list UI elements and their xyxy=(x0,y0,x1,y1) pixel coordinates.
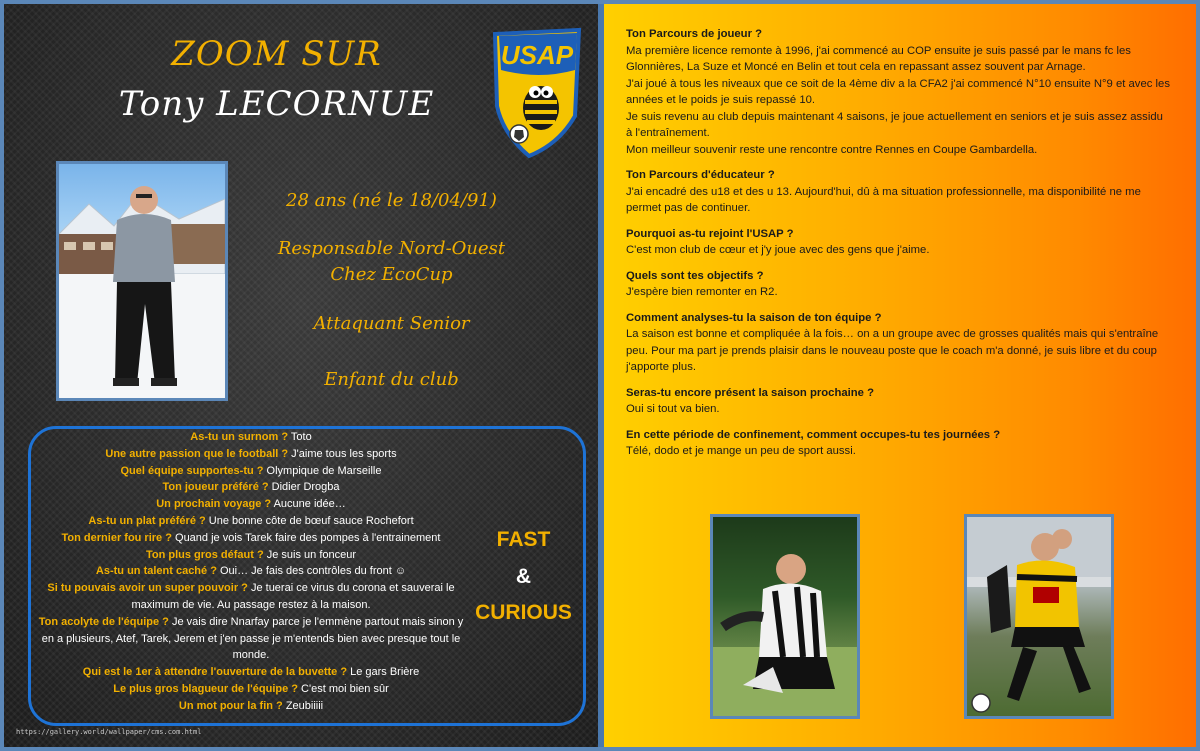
ampersand-label: & xyxy=(515,565,532,588)
fc-item: Si tu pouvais avoir un super pouvoir ? Je tuerai ce virus du corona et sauverai le maximum de vie. Au passage restez à la maison. xyxy=(47,582,455,611)
interview-question: En cette période de confinement, comment occupes-tu tes journées ? xyxy=(626,428,1001,441)
interview-block xyxy=(626,268,1171,301)
interview-section xyxy=(626,26,1171,469)
fc-item: Ton joueur préféré ? Didier Drogba xyxy=(162,481,340,494)
fc-item: Ton plus gros défaut ? Je suis un fonceur xyxy=(145,548,357,561)
interview-answer: J'espère bien remonter en R2. xyxy=(626,286,778,298)
fc-item: Une autre passion que le football ? J'aime tous les sports xyxy=(105,447,397,460)
player-club-status: Enfant du club xyxy=(324,369,459,390)
title-zoom-sur: ZOOM SUR xyxy=(171,34,382,74)
fc-item: Ton dernier fou rire ? Quand je vois Tarek faire des pompes à l'entrainement xyxy=(61,531,441,544)
fc-item: Qui est le 1er à attendre l'ouverture de la buvette ? Le gars Brière xyxy=(82,666,420,679)
interview-answer: Oui si tout va bien. xyxy=(626,403,720,415)
interview-answer: La saison est bonne et compliquée à la fois… on a un groupe avec de grosses qualités mais qui s'entraîne peu. Pour ma part je prends plaisir dans le nouveau poste que le coach m'a donné, je suis libre et du coup j'apporte plus. xyxy=(626,328,1159,373)
logo-text: USAP xyxy=(500,40,574,70)
player-job-line2: Chez EcoCup xyxy=(330,264,453,285)
player-photo-ski xyxy=(56,161,228,401)
interview-block xyxy=(626,167,1171,217)
interview-answer: Ma première licence remonte à 1996, j'ai commencé au COP ensuite je suis passé par le mans fc les Glonnières, La Suze et Moncé en Belin et tout cela en repassant assez souvent par Arnage. xyxy=(626,44,1131,73)
interview-answer: C'est mon club de cœur et j'y joue avec des gens que j'aime. xyxy=(626,244,930,256)
player-age: 28 ans (né le 18/04/91) xyxy=(286,190,497,211)
fc-item: As-tu un plat préféré ? Une bonne côte de bœuf sauce Rochefort xyxy=(88,514,414,527)
interview-question: Pourquoi as-tu rejoint l'USAP ? xyxy=(626,227,794,240)
player-photo-match xyxy=(964,514,1114,719)
player-name: Tony LECORNUE xyxy=(118,84,435,124)
interview-answer: Mon meilleur souvenir reste une rencontre contre Rennes en Coupe Gambardella. xyxy=(626,143,1038,156)
fc-item: Ton acolyte de l'équipe ? Je vais dire Nnarfay parce je l'emmène partout mais sinon y en a plusieurs, Atef, Tarek, Jerem et j'en passe je m'entends bien avec presque tout le monde. xyxy=(38,615,464,662)
fast-label: FAST xyxy=(496,528,551,551)
usap-logo xyxy=(489,26,585,160)
interview-question: Quels sont tes objectifs ? xyxy=(626,269,764,282)
interview-block xyxy=(626,26,1171,158)
interview-answer: Télé, dodo et je mange un peu de sport aussi. xyxy=(626,445,856,457)
interview-question: Ton Parcours de joueur ? xyxy=(626,28,762,40)
player-job-line1: Responsable Nord-Ouest xyxy=(277,238,506,259)
source-url: https://gallery.world/wallpaper/cms.com.html xyxy=(16,728,202,736)
player-photo-celebration xyxy=(710,514,860,719)
fc-item: Un mot pour la fin ? Zeubiiiii xyxy=(178,699,324,712)
right-panel xyxy=(604,4,1196,747)
player-position: Attaquant Senior xyxy=(313,313,470,334)
interview-question: Ton Parcours d'éducateur ? xyxy=(626,169,775,181)
interview-answer: Je suis revenu au club depuis maintenant 4 saisons, je joue actuellement en seniors et je suis assez assidu à l'entraînement. xyxy=(626,110,1163,139)
fc-item: Le plus gros blagueur de l'équipe ? C'est moi bien sûr xyxy=(113,682,389,695)
interview-answer: J'ai joué à tous les niveaux que ce soit de la 4ème div a la CFA2 j'ai commencé N°10 ensuite N°9 et avec les années et le poids je suis repassé 10. xyxy=(626,77,1170,106)
interview-block xyxy=(626,427,1171,460)
interview-answer: J'ai encadré des u18 et des u 13. Aujourd'hui, dû à ma situation professionnelle, ma disponibilité ne me permet pas de continuer. xyxy=(626,185,1141,214)
fc-item: Quel équipe supportes-tu ? Olympique de Marseille xyxy=(120,464,382,477)
interview-block xyxy=(626,310,1171,376)
curious-label: CURIOUS xyxy=(475,601,572,624)
fc-item: As-tu un surnom ? Toto xyxy=(190,431,312,443)
left-panel xyxy=(4,4,598,747)
fc-item: As-tu un talent caché ? Oui… Je fais des contrôles du front ☺ xyxy=(95,565,407,578)
interview-question: Comment analyses-tu la saison de ton équipe ? xyxy=(626,311,882,324)
interview-block xyxy=(626,226,1171,259)
fast-curious-list xyxy=(36,429,466,715)
interview-question: Seras-tu encore présent la saison prochaine ? xyxy=(626,386,874,399)
interview-block xyxy=(626,385,1171,418)
fc-item: Un prochain voyage ? Aucune idée… xyxy=(156,498,346,511)
